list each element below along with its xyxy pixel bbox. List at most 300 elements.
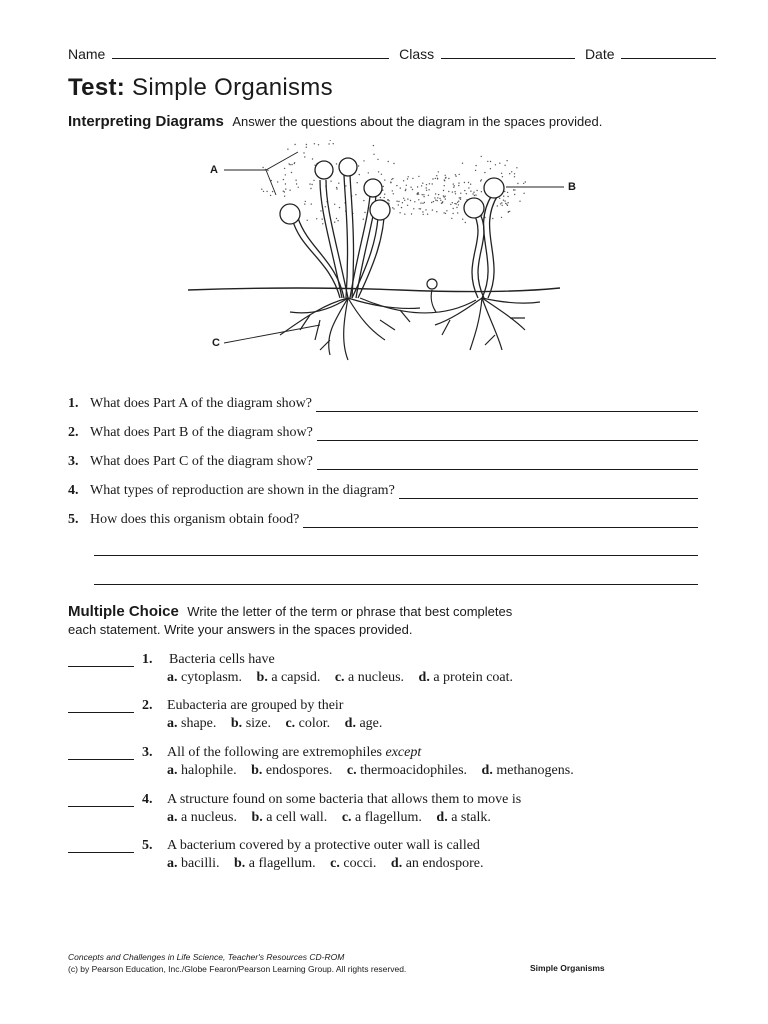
spore-dot [507,196,508,197]
spore-dot [330,140,331,141]
spore-dot [417,194,418,195]
answer-blank[interactable] [68,806,134,807]
spore-dot [466,193,467,194]
spore-dot [458,201,459,202]
spore-dot [475,165,476,166]
spore-dot [434,197,435,198]
mc-instructions-line1: Write the letter of the term or phrase that best completes [187,604,513,619]
spore-dot [359,174,360,175]
spore-dot [433,201,434,202]
label-pointers [224,152,564,343]
spore-dot [435,199,436,200]
question-text: What does Part B of the diagram show? [90,425,313,440]
spore-dot [400,187,401,188]
spore-dot [436,175,437,176]
option-a: a. cytoplasm. [167,670,243,685]
question-text: How does this organism obtain food? [90,512,300,527]
spore-dot [396,201,397,202]
spore-dot [445,175,446,176]
stem-emphasis: except [385,745,422,760]
spore-dot [384,194,385,195]
spore-dot [303,152,304,153]
spore-dot [507,192,508,193]
option-c: c. a flagellum. [341,810,422,825]
spore-dot [438,194,439,195]
header-row [68,44,702,62]
answer-line[interactable] [317,428,698,441]
spore-dot [283,179,284,180]
option-b: b. endospores. [251,763,333,778]
spore-dot [410,200,411,201]
spore-dot [459,174,460,175]
spore-dot [437,178,438,179]
spore-dot [291,172,292,173]
spore-dot [309,183,310,184]
spore-dot [418,193,419,194]
spore-dot [452,213,453,214]
spore-dot [337,220,338,221]
spore-dot [502,176,503,177]
spore-dot [509,173,510,174]
spore-dot [499,198,500,199]
spore-dot [406,185,407,186]
question-stem: A structure found on some bacteria that allows them to move is [167,792,522,807]
option-d: d. age. [344,716,383,731]
class-field[interactable] [441,44,575,59]
spore-dot [363,200,364,201]
spore-dot [453,208,454,209]
spore-dot [403,180,404,181]
spore-dot [445,213,446,214]
spore-dot [330,181,331,182]
spore-dot [381,174,382,175]
question-number: 4. [142,792,153,807]
spore-dot [410,187,411,188]
spore-dot [334,204,335,205]
answer-line-extra[interactable] [94,555,698,556]
spore-dot [284,196,285,197]
spore-dot [412,178,413,179]
options-row [167,763,585,779]
spore-dot [484,172,485,173]
spore-dot [487,161,488,162]
spore-dot [454,191,455,192]
spore-dot [444,179,445,180]
diagram-question [68,512,698,528]
spore-dot [413,208,414,209]
spore-dot [310,188,311,189]
spore-dot [355,194,356,195]
germinating-spore [427,279,437,312]
spore-dot [339,207,340,208]
spore-dot [398,204,399,205]
spore-dot [503,200,504,201]
spore-dot [437,197,438,198]
spore-dot [266,191,267,192]
spore-dot [481,179,482,180]
answer-blank[interactable] [68,759,134,760]
spore-dot [270,195,271,196]
spore-dot [408,176,409,177]
spore-dot [508,211,509,212]
spore-dot [475,194,476,195]
spore-dot [272,191,273,192]
spore-dot [384,197,385,198]
right-rhizoids [435,298,540,350]
diagrams-instructions: Answer the questions about the diagram in the spaces provided. [232,114,603,129]
spore-dot [435,178,436,179]
spore-dot [294,144,295,145]
spore-dot [452,191,453,192]
question-number: 2. [68,425,79,440]
option-d: d. a protein coat. [418,670,514,685]
option-b: b. a flagellum. [234,856,316,871]
question-text: What does Part A of the diagram show? [90,396,313,411]
spore-dot [404,214,405,215]
question-number: 3. [68,454,79,469]
spore-dot [291,164,292,165]
spore-dot [440,200,441,201]
spore-dot [306,144,307,145]
spore-dot [316,218,317,219]
spore-dot [304,203,305,204]
spore-dot [387,199,388,200]
spore-dot [411,213,412,214]
spore-dot [427,214,428,215]
diagrams-section-header [68,113,602,131]
name-field[interactable] [112,44,389,59]
spore-dot [474,195,475,196]
spore-dot [468,187,469,188]
spore-dot [448,191,449,192]
option-c: c. a nucleus. [334,670,405,685]
spore-dot [336,218,337,219]
question-number: 4. [68,483,79,498]
spore-dot [338,183,339,184]
spore-dot [289,190,290,191]
spore-dot [432,183,433,184]
spore-dot [455,176,456,177]
spore-dot [426,190,427,191]
spore-dot [511,171,512,172]
spore-dot [456,203,457,204]
spore-dot [492,218,493,219]
spore-dot [402,202,403,203]
option-a: a. a nucleus. [167,810,237,825]
spore-dot [506,204,507,205]
spore-dot [378,171,379,172]
question-number: 5. [142,838,153,853]
spore-dot [426,184,427,185]
spore-dot [398,201,399,202]
spore-dot [422,211,423,212]
spore-dot [423,214,424,215]
answer-blank[interactable] [68,712,134,713]
answer-line[interactable] [399,486,698,499]
spore-dot [457,202,458,203]
spore-dot [425,209,426,210]
spore-dot [459,197,460,198]
spore-dot [458,185,459,186]
spore-dot [470,184,471,185]
spore-dot [454,185,455,186]
answer-blank[interactable] [68,852,134,853]
title-prefix: Test [68,74,117,101]
spore-dot [455,193,456,194]
option-a: a. shape. [167,716,217,731]
spore-dot [446,210,447,211]
question-number: 3. [142,745,153,760]
spore-dot [392,190,393,191]
spore-dot [391,179,392,180]
spore-dot [435,193,436,194]
spore-dot [514,189,515,190]
spore-dot [423,196,424,197]
spore-dot [450,204,451,205]
spore-dot [438,171,439,172]
options-row [167,856,494,872]
spore-dot [431,202,432,203]
option-b: b. a cell wall. [251,810,328,825]
spore-dot [417,192,418,193]
spore-dot [405,189,406,190]
spore-dot [523,183,524,184]
spore-dot [481,191,482,192]
spore-dot [516,167,517,168]
spore-dot [284,168,285,169]
spore-dot [422,203,423,204]
spore-dot [393,163,394,164]
spore-dot [294,163,295,164]
spore-dot [490,168,491,169]
spore-dot [405,190,406,191]
question-text: What does Part C of the diagram show? [90,454,313,469]
spore-dot [422,183,423,184]
spore-dot [500,203,501,204]
spore-dot [285,174,286,175]
spore-dot [470,191,471,192]
spore-dot [333,143,334,144]
name-label: Name [68,46,106,62]
spore-dot [514,173,515,174]
spore-dot [307,220,308,221]
spore-dot [261,189,262,190]
spore-dot [313,180,314,181]
spore-dot [457,212,458,213]
diagram-label-b: B [568,181,576,193]
spore-dot [452,202,453,203]
spore-dot [364,212,365,213]
spore-dot [288,163,289,164]
spore-dot [456,207,457,208]
spore-dot [418,199,419,200]
footer-copyright: (c) by Pearson Education, Inc./Globe Fearon/Pearson Learning Group. All rights reserved. [68,964,407,974]
spore-dot [448,178,449,179]
page-title [68,74,333,102]
spore-dot [445,196,446,197]
spore-dot [287,149,288,150]
spore-dot [501,202,502,203]
spore-dot [519,201,520,202]
spore-dot [407,198,408,199]
spore-dot [507,202,508,203]
spore-dot [305,201,306,202]
date-field[interactable] [621,44,716,59]
spore-dot [384,179,385,180]
question-stem: Bacteria cells have [169,652,275,667]
spore-dot [501,173,502,174]
spore-dot [407,205,408,206]
answer-blank[interactable] [68,666,134,667]
answer-line-extra[interactable] [94,584,698,585]
mc-instructions-line2: each statement. Write your answers in the spaces provided. [68,622,413,637]
spore-dot [373,154,374,155]
question-stem: Eubacteria are grouped by their [167,698,344,713]
spore-dot [429,183,430,184]
option-c: c. color. [285,716,331,731]
spore-dot [468,182,469,183]
question-text: What types of reproduction are shown in the diagram? [90,483,395,498]
spore-dot [507,205,508,206]
spore-dot [497,205,498,206]
spore-dot [311,184,312,185]
spore-dot [396,185,397,186]
question-number: 2. [142,698,153,713]
footer-source-line: Concepts and Challenges in Life Science, Teacher's Resources CD-ROM [68,952,345,962]
spore-dot [481,156,482,157]
option-b: b. size. [230,716,271,731]
spore-dot [525,181,526,182]
title-subject: Simple Organisms [132,74,333,101]
spore-dot [462,219,463,220]
option-d: d. methanogens. [481,763,574,778]
spore-dot [407,178,408,179]
spore-dot [442,202,443,203]
spore-dot [262,167,263,168]
spore-dot [460,199,461,200]
spore-dot [420,202,421,203]
spore-dot [380,197,381,198]
spore-dot [285,188,286,189]
spore-dot [443,190,444,191]
diagram-question [68,454,698,470]
spore-dot [295,180,296,181]
spore-dot [404,200,405,201]
spore-dot [419,208,420,209]
spore-dot [318,144,319,145]
spore-dot [504,200,505,201]
spore-dot [304,156,305,157]
spore-dot [422,194,423,195]
answer-line[interactable] [316,399,698,412]
spore-dot [320,210,321,211]
question-number: 5. [68,512,79,527]
spore-dot [358,165,359,166]
spore-dot [336,187,337,188]
spore-dot [383,186,384,187]
spore-dot [501,217,502,218]
spore-dot [418,176,419,177]
spore-dot [322,223,323,224]
spore-dot [513,189,514,190]
spore-dot [465,222,466,223]
spore-dot [428,189,429,190]
spore-dot [514,176,515,177]
spore-dot [401,207,402,208]
spore-dot [428,195,429,196]
spore-dot [322,218,323,219]
diagram-label-a: A [210,164,218,176]
spore-dot [334,222,335,223]
spore-dot [388,200,389,201]
option-d: d. an endospore. [390,856,484,871]
spore-dot [499,163,500,164]
question-number: 1. [68,396,79,411]
spore-dot [464,182,465,183]
spore-dot [423,194,424,195]
spore-dot [412,189,413,190]
spore-dot [421,185,422,186]
spore-dot [432,178,433,179]
left-sporangia [280,158,390,224]
answer-line[interactable] [317,457,698,470]
spore-dot [298,187,299,188]
option-a: a. halophile. [167,763,237,778]
spore-dot [523,193,524,194]
surface-line [188,288,560,292]
title-colon: : [116,74,126,101]
spore-dot [357,182,358,183]
spore-dot [443,195,444,196]
spore-dot [377,159,378,160]
diagram-question [68,483,698,499]
spore-dot [368,172,369,173]
spore-dot [263,191,264,192]
option-c: c. thermoacidophiles. [346,763,468,778]
spore-dot [314,143,315,144]
spore-dot [392,207,393,208]
options-row [167,810,502,826]
class-label: Class [399,46,435,62]
question-stem: All of the following are extremophiles except [167,745,422,760]
spore-dot [458,204,459,205]
option-c: c. cocci. [330,856,377,871]
bread-mold-diagram [180,140,600,370]
spore-dot [509,211,510,212]
spore-dot [460,193,461,194]
spore-dot [475,170,476,171]
option-b: b. a capsid. [256,670,321,685]
spore-dot [414,201,415,202]
spore-dot [506,160,507,161]
spore-dot [495,164,496,165]
spore-dot [443,212,444,213]
option-d: d. a stalk. [436,810,491,825]
spore-dot [455,174,456,175]
spore-dot [285,183,286,184]
spore-dot [399,212,400,213]
spore-dot [325,206,326,207]
spore-dot [464,190,465,191]
spore-dot [490,161,491,162]
spore-dot [284,191,285,192]
spore-dot [424,202,425,203]
answer-line[interactable] [303,515,698,528]
spore-dot [363,160,364,161]
spore-dot [517,183,518,184]
spore-dot [444,185,445,186]
spore-dot [388,161,389,162]
